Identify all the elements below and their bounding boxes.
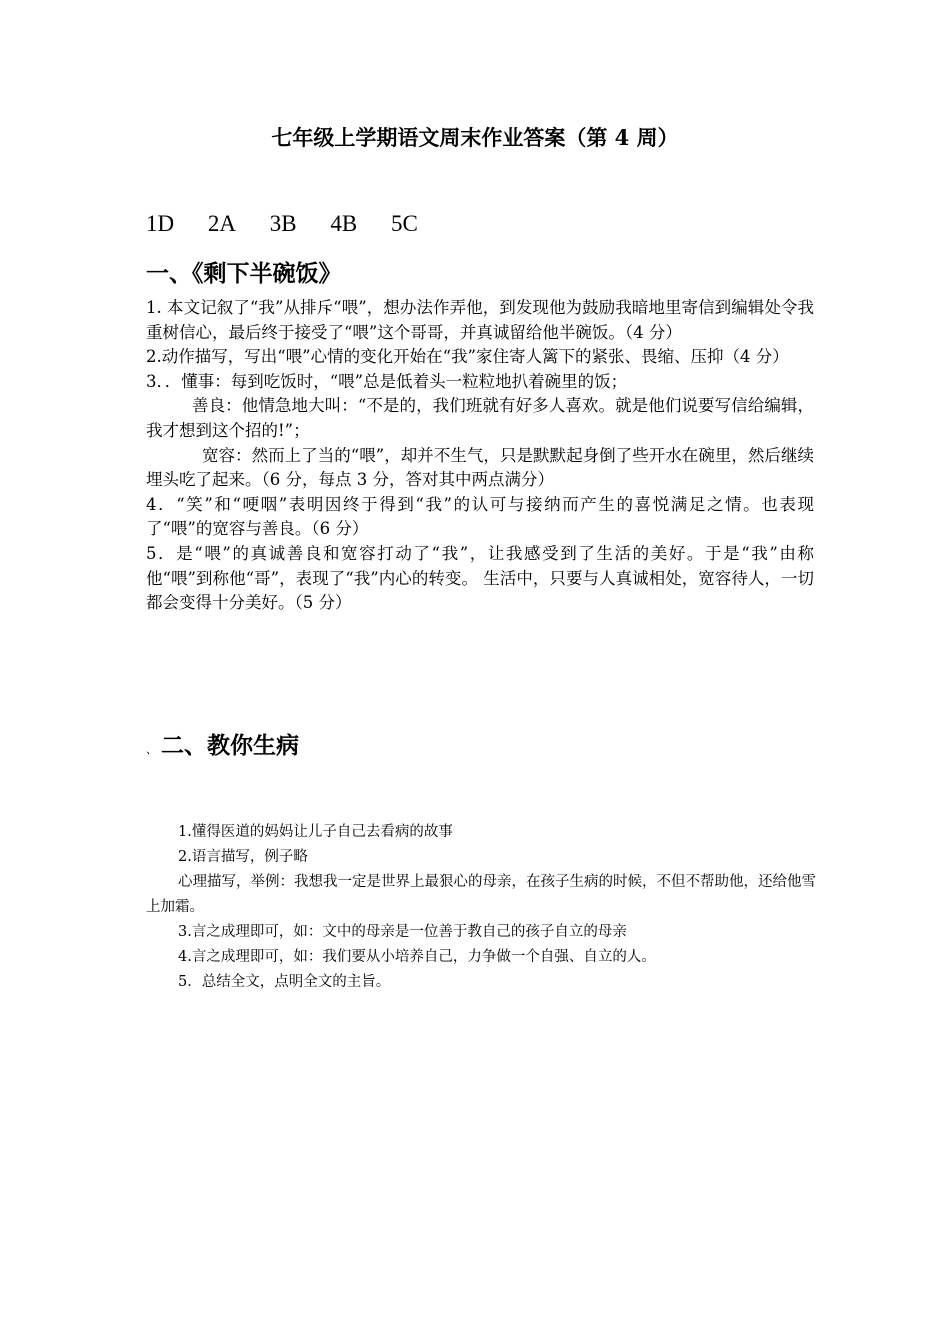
section1-answer-4: 4．“笑”和“哽咽”表明因终于得到“我”的认可与接纳而产生的喜悦满足之情。也表现了“喂”的宽容与善良。（6 分）	[146, 494, 814, 539]
section2-answer-1: 1.懂得医道的妈妈让儿子自己去看病的故事	[178, 824, 453, 840]
section1-answer-3: 3．．懂事：每到吃饭时，“喂”总是低着头一粒粒地扒着碗里的饭；	[146, 371, 628, 391]
section1-answer-3-point-3: 宽容：然而上了当的“喂”，却并不生气，只是默默起身倒了些开水在碗里，然后继续埋头吃了起来。（6 分，每点 3 分，答对其中两点满分）	[146, 445, 814, 490]
section2-mark: 、	[146, 743, 157, 756]
multiple-choice-answers	[146, 208, 418, 240]
section2-answer-3: 3.言之成理即可，如：文中的母亲是一位善于教自己的孩子自立的母亲	[178, 924, 627, 940]
section2-answer-5: 5．总结全文，点明全文的主旨。	[178, 974, 391, 990]
mc-answer-5: 5C	[390, 211, 418, 236]
section1-answer-1: 1. 本文记叙了“我”从排斥“喂”，想办法作弄他，到发现他为鼓励我暗地里寄信到编辑处令我重树信心，最后终于接受了“喂”这个哥哥，并真诚留给他半碗饭。（4 分）	[146, 298, 814, 342]
mc-answer-3: 3B	[269, 211, 297, 236]
section1-answer-5: 5．是“喂”的真诚善良和宽容打动了“我”，让我感受到了生活的美好。于是“我”由称他“喂”到称他“哥”，表现了“我”内心的转变。 生活中，只要与人真诚相处，宽容待人，一切都会变得十分美好。（5 分）	[146, 543, 814, 613]
section2-heading: 二、教你生病	[161, 732, 299, 759]
section1-answer-2: 2.动作描写，写出“喂”心情的变化开始在“我”家住寄人篱下的紧张、畏缩、压抑（4 分）	[146, 347, 789, 367]
section1-body	[146, 296, 814, 616]
section1-answer-3-point-2: 善良：他情急地大叫：“不是的，我们班就有好多人喜欢。就是他们说要写信给编辑，我才想到这个招的!”；	[146, 396, 814, 440]
section2-answer-2: 2.语言描写，例子略	[178, 849, 308, 865]
section2-body	[146, 820, 818, 995]
section2-answer-2-detail: 心理描写，举例：我想我一定是世界上最狠心的母亲，在孩子生病的时候，不但不帮助他，还给他雪上加霜。	[146, 874, 816, 915]
section2-answer-4: 4.言之成理即可，如：我们要从小培养自己，力争做一个自强、自立的人。	[178, 949, 656, 965]
section1-heading: 一、《剩下半碗饭》	[146, 260, 342, 287]
section2-heading-line	[146, 730, 299, 766]
document-title: 七年级上学期语文周末作业答案（第 4 周）	[271, 125, 679, 150]
mc-answer-2: 2A	[207, 211, 236, 236]
mc-answer-1: 1D	[146, 211, 175, 236]
mc-answer-4: 4B	[330, 211, 358, 236]
